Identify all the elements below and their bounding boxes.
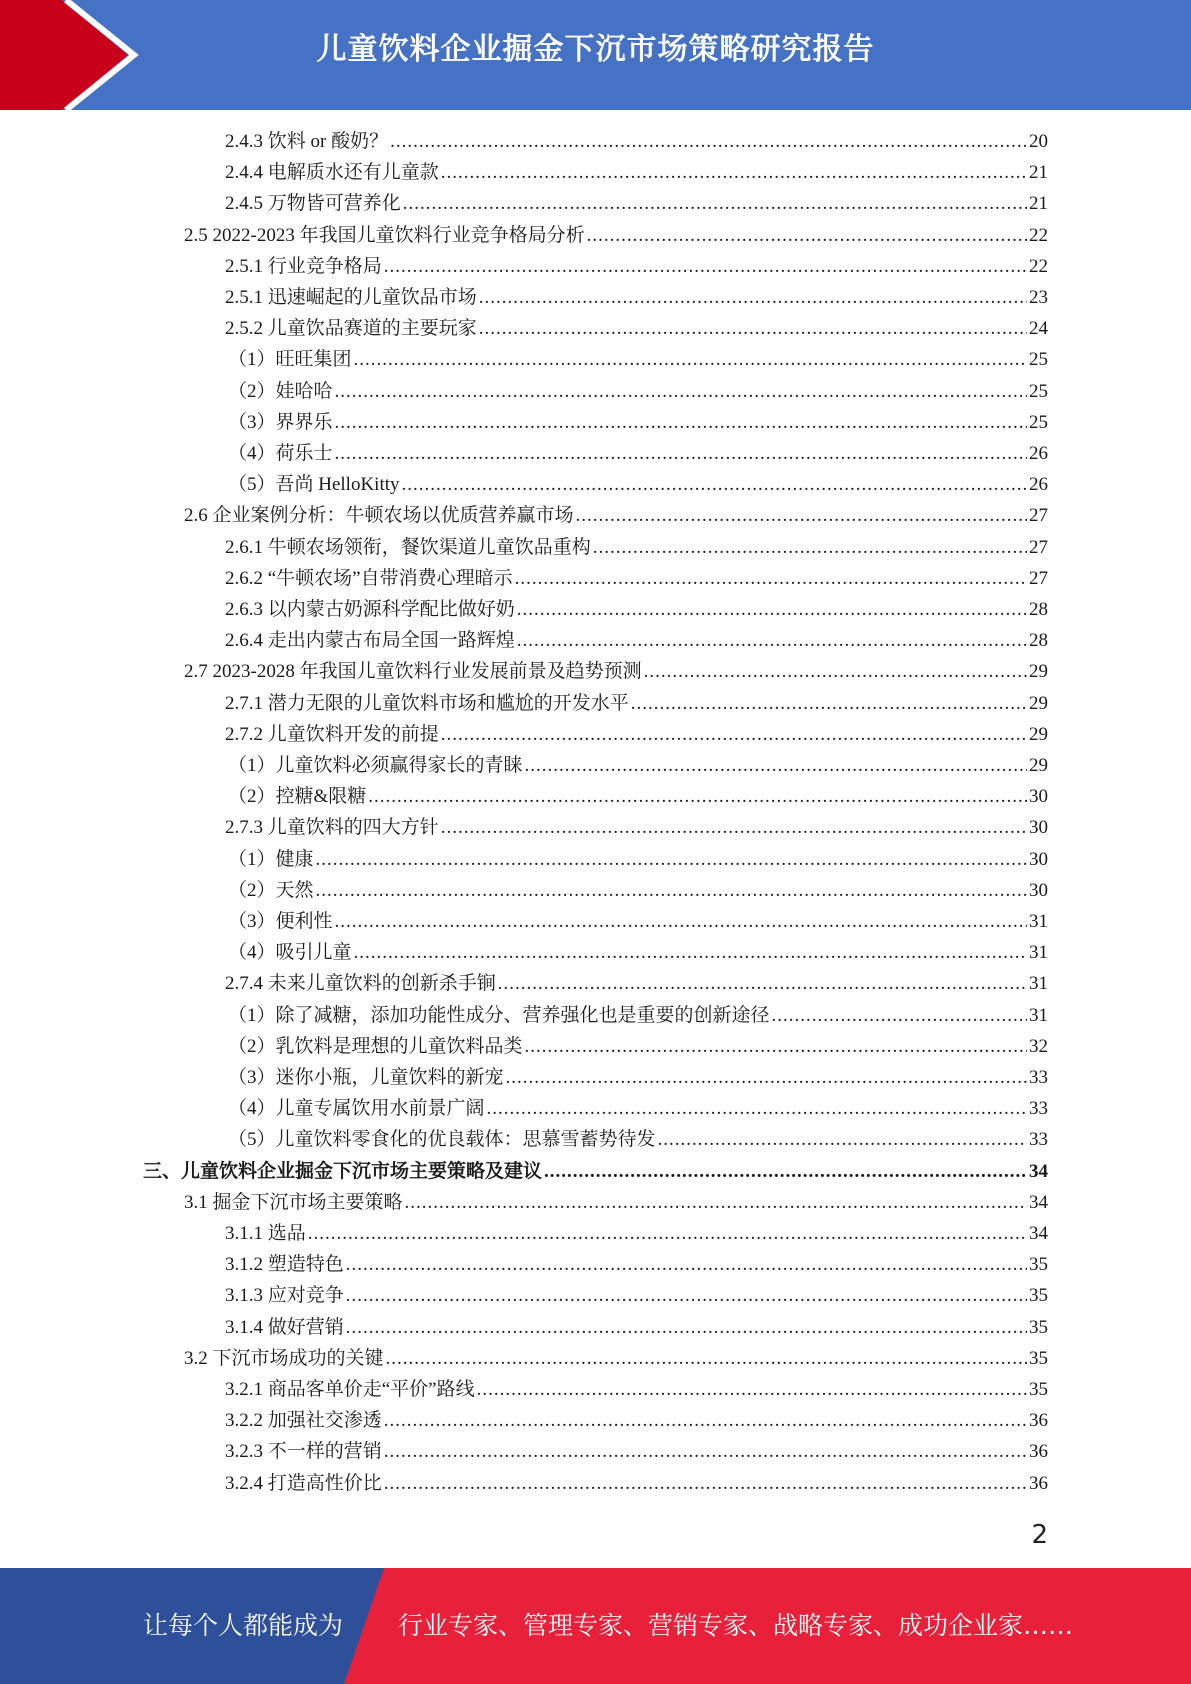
toc-entry-page: 33 [1029, 1098, 1048, 1120]
toc-entry[interactable] [225, 282, 1048, 313]
toc-dot-leader [544, 1156, 1027, 1187]
toc-dot-leader [335, 407, 1027, 438]
toc-entry-page: 25 [1029, 380, 1048, 402]
toc-dot-leader [593, 532, 1027, 563]
toc-entry-page: 30 [1029, 817, 1048, 839]
toc-entry-page: 34 [1029, 1160, 1048, 1182]
toc-entry-page: 34 [1029, 1191, 1048, 1213]
toc-entry[interactable] [225, 625, 1048, 656]
toc-dot-leader [386, 1343, 1027, 1374]
toc-entry[interactable] [225, 532, 1048, 563]
toc-entry[interactable] [225, 157, 1048, 188]
toc-entry-page: 26 [1029, 443, 1048, 464]
toc-dot-leader [772, 1000, 1027, 1031]
toc-entry-title: 3.2.3 不一样的营销 [225, 1441, 382, 1463]
toc-entry[interactable] [228, 844, 1048, 875]
toc-entry[interactable] [225, 251, 1048, 282]
toc-entry[interactable] [225, 594, 1048, 625]
toc-entry-title: 3.1.2 塑造特色 [225, 1254, 344, 1276]
toc-entry-title: 2.7.2 儿童饮料开发的前提 [225, 723, 439, 745]
toc-entry-page: 29 [1029, 692, 1048, 714]
toc-entry[interactable] [225, 563, 1048, 594]
toc-entry-title: 3.1 掘金下沉市场主要策略 [184, 1191, 403, 1213]
toc-entry-title: 2.4.4 电解质水还有儿童款 [225, 162, 439, 184]
toc-dot-leader [441, 812, 1027, 843]
page-number: 2 [1031, 1520, 1048, 1550]
toc-entry-title: 2.7.4 未来儿童饮料的创新杀手锏 [225, 973, 496, 995]
toc-entry[interactable] [184, 1187, 1048, 1218]
toc-entry[interactable] [228, 1031, 1048, 1062]
toc-entry-title: （1）健康 [228, 848, 314, 870]
toc-entry[interactable] [228, 1062, 1048, 1093]
toc-entry-page: 35 [1029, 1379, 1048, 1400]
report-title: 儿童饮料企业掘金下沉市场策略研究报告 [316, 32, 875, 67]
toc-entry[interactable] [228, 1000, 1048, 1031]
toc-entry[interactable] [228, 1124, 1048, 1155]
toc-entry[interactable] [225, 688, 1048, 719]
toc-entry-title: （3）便利性 [228, 911, 333, 932]
toc-entry-title: 3.2.1 商品客单价走“平价”路线 [225, 1379, 475, 1400]
toc-entry-title: 2.5.2 儿童饮品赛道的主要玩家 [225, 318, 477, 340]
toc-entry[interactable] [225, 1218, 1048, 1249]
toc-entry[interactable] [228, 344, 1048, 375]
toc-entry-title: （4）儿童专属饮用水前景广阔 [228, 1098, 485, 1120]
toc-entry-title: （2）天然 [228, 879, 314, 901]
toc-entry-title: （5）儿童饮料零食化的优良载体：思慕雪蓄势待发 [228, 1129, 656, 1151]
toc-entry-page: 33 [1029, 1129, 1048, 1151]
toc-dot-leader [384, 251, 1027, 282]
toc-entry[interactable] [225, 1436, 1048, 1467]
toc-entry-title: 三、儿童饮料企业掘金下沉市场主要策略及建议 [143, 1160, 543, 1182]
toc-entry-page: 31 [1029, 942, 1048, 964]
toc-dot-leader [354, 344, 1027, 375]
toc-entry-title: 2.5.1 行业竞争格局 [225, 255, 382, 277]
toc-entry-title: 2.5 2022-2023 年我国儿童饮料行业竞争格局分析 [184, 224, 585, 246]
page-header [0, 0, 1191, 110]
toc-entry-page: 21 [1029, 162, 1048, 184]
toc-entry-title: （4）吸引儿童 [228, 942, 352, 964]
toc-entry-title: 2.6 企业案例分析：牛顿农场以优质营养赢市场 [184, 505, 574, 527]
toc-entry-page: 35 [1029, 1285, 1048, 1307]
toc-entry-page: 35 [1029, 1254, 1048, 1276]
toc-dot-leader [316, 844, 1027, 875]
toc-entry-page: 31 [1029, 1004, 1048, 1026]
page-footer [0, 1568, 1191, 1684]
toc-entry-title: 2.7.1 潜力无限的儿童饮料市场和尴尬的开发水平 [225, 692, 629, 714]
toc-dot-leader [658, 1124, 1027, 1155]
toc-entry-title: （2）乳饮料是理想的儿童饮料品类 [228, 1035, 523, 1057]
toc-dot-leader [587, 220, 1027, 251]
toc-entry-title: 2.7.3 儿童饮料的四大方针 [225, 817, 439, 839]
toc-entry-page: 29 [1029, 723, 1048, 745]
toc-entry-page: 29 [1029, 755, 1048, 776]
toc-entry[interactable] [184, 500, 1048, 531]
toc-dot-leader [631, 688, 1027, 719]
toc-entry-page: 22 [1029, 224, 1048, 246]
toc-entry-page: 28 [1029, 599, 1048, 620]
toc-entry[interactable] [225, 812, 1048, 843]
toc-entry-page: 22 [1029, 255, 1048, 277]
toc-dot-leader [441, 719, 1027, 750]
toc-entry-title: （5）吾尚 HelloKitty [228, 474, 400, 496]
toc-entry[interactable] [228, 906, 1048, 937]
toc-dot-leader [515, 563, 1027, 594]
toc-entry-page: 23 [1029, 287, 1048, 308]
toc-entry-page: 21 [1029, 193, 1048, 215]
toc-dot-leader [346, 1312, 1027, 1343]
footer-slogan-right: 行业专家、管理专家、营销专家、战略专家、成功企业家…… [398, 1611, 1074, 1640]
toc-entry-page: 35 [1029, 1347, 1048, 1369]
toc-entry-page: 36 [1029, 1441, 1048, 1463]
toc-dot-leader [477, 1374, 1027, 1405]
toc-entry-title: （1）儿童饮料必须赢得家长的青睐 [228, 755, 523, 776]
toc-dot-leader [576, 500, 1027, 531]
toc-entry-page: 27 [1029, 505, 1048, 527]
toc-dot-leader [335, 376, 1027, 407]
toc-dot-leader [506, 1062, 1027, 1093]
toc-entry[interactable] [225, 1374, 1048, 1405]
toc-entry-title: 2.5.1 迅速崛起的儿童饮品市场 [225, 287, 477, 308]
toc-dot-leader [517, 594, 1027, 625]
toc-entry[interactable] [225, 313, 1048, 344]
toc-entry[interactable] [228, 937, 1048, 968]
toc-entry-title: 2.4.3 饮料 or 酸奶？ [225, 131, 389, 152]
toc-entry-page: 31 [1029, 911, 1048, 932]
toc-entry-page: 29 [1029, 661, 1048, 683]
toc-entry-title: （1）除了减糖，添加功能性成分、营养强化也是重要的创新途径 [228, 1004, 770, 1026]
toc-dot-leader [487, 1093, 1027, 1124]
footer-slogan-left: 让每个人都能成为 [143, 1611, 344, 1640]
toc-entry-title: （1）旺旺集团 [228, 349, 352, 371]
toc-entry-page: 24 [1029, 318, 1048, 340]
toc-dot-leader [354, 937, 1027, 968]
toc-entry[interactable] [225, 1312, 1048, 1343]
toc-entry-page: 26 [1029, 474, 1048, 496]
toc-entry[interactable] [228, 875, 1048, 906]
toc-entry-title: （4）荷乐士 [228, 443, 333, 464]
toc-entry-page: 30 [1029, 786, 1048, 808]
toc-entry-page: 20 [1029, 131, 1048, 152]
toc-entry-page: 35 [1029, 1316, 1048, 1338]
toc-dot-leader [308, 1218, 1027, 1249]
toc-entry-page: 31 [1029, 973, 1048, 995]
toc-entry[interactable] [228, 407, 1048, 438]
toc-entry-page: 25 [1029, 349, 1048, 371]
toc-entry[interactable] [225, 1468, 1048, 1499]
toc-entry[interactable] [184, 1343, 1048, 1374]
toc-entry-page: 30 [1029, 879, 1048, 901]
toc-entry-title: 2.4.5 万物皆可营养化 [225, 193, 401, 215]
toc-entry-title: 2.7 2023-2028 年我国儿童饮料行业发展前景及趋势预测 [184, 661, 642, 683]
toc-dot-leader [525, 750, 1027, 781]
toc-entry[interactable] [228, 750, 1048, 781]
toc-entry-page: 27 [1029, 536, 1048, 558]
toc-entry-title: 2.6.2 “牛顿农场”自带消费心理暗示 [225, 567, 513, 589]
toc-dot-leader [525, 1031, 1027, 1062]
toc-entry[interactable] [225, 1280, 1048, 1311]
toc-entry[interactable] [184, 220, 1048, 251]
toc-entry-page: 36 [1029, 1472, 1048, 1494]
toc-entry[interactable] [225, 1249, 1048, 1280]
toc-entry[interactable] [225, 188, 1048, 219]
toc-entry-page: 33 [1029, 1067, 1048, 1088]
toc-dot-leader [384, 1405, 1027, 1436]
toc-entry[interactable] [228, 469, 1048, 500]
toc-entry-title: 3.2 下沉市场成功的关键 [184, 1347, 384, 1369]
toc-dot-leader [402, 469, 1027, 500]
toc-entry-title: 3.1.3 应对竞争 [225, 1285, 344, 1307]
toc-entry-title: （3）迷你小瓶，儿童饮料的新宠 [228, 1067, 504, 1088]
toc-dot-leader [335, 906, 1027, 937]
toc-entry-page: 34 [1029, 1223, 1048, 1244]
toc-entry-page: 25 [1029, 411, 1048, 433]
toc-entry[interactable] [184, 656, 1048, 687]
toc-entry-title: 2.6.1 牛顿农场领衔，餐饮渠道儿童饮品重构 [225, 536, 591, 558]
toc-dot-leader [405, 1187, 1027, 1218]
toc-entry[interactable] [225, 968, 1048, 999]
toc-entry-title: （3）界界乐 [228, 411, 333, 433]
toc-dot-leader [644, 656, 1027, 687]
toc-entry[interactable] [228, 438, 1048, 469]
toc-entry[interactable] [225, 1405, 1048, 1436]
toc-entry-title: 3.2.2 加强社交渗透 [225, 1410, 382, 1432]
toc-entry-page: 32 [1029, 1035, 1048, 1057]
toc-dot-leader [441, 157, 1027, 188]
toc-dot-leader [316, 875, 1027, 906]
toc-dot-leader [368, 781, 1027, 812]
toc-entry-title: 2.6.4 走出内蒙古布局全国一路辉煌 [225, 630, 515, 652]
toc-entry-title: （2）娃哈哈 [228, 380, 333, 402]
toc-dot-leader [346, 1249, 1027, 1280]
toc-entry[interactable] [143, 1156, 1048, 1187]
toc-entry[interactable] [228, 1093, 1048, 1124]
toc-entry[interactable] [225, 126, 1048, 157]
toc-entry-page: 28 [1029, 630, 1048, 652]
toc-dot-leader [479, 313, 1027, 344]
toc-entry-title: 3.2.4 打造高性价比 [225, 1472, 382, 1494]
toc-dot-leader [335, 438, 1027, 469]
toc-entry-title: 3.1.4 做好营销 [225, 1316, 344, 1338]
toc-entry[interactable] [225, 719, 1048, 750]
toc-entry-page: 36 [1029, 1410, 1048, 1432]
toc-entry-title: 2.6.3 以内蒙古奶源科学配比做好奶 [225, 599, 515, 620]
toc-dot-leader [498, 968, 1027, 999]
toc-dot-leader [346, 1280, 1027, 1311]
toc-dot-leader [390, 126, 1027, 157]
toc-entry-page: 27 [1029, 567, 1048, 589]
toc-entry-page: 30 [1029, 848, 1048, 870]
toc-entry-title: （2）控糖&限糖 [228, 786, 367, 808]
toc-dot-leader [517, 625, 1027, 656]
toc-dot-leader [384, 1436, 1027, 1467]
toc-dot-leader [479, 282, 1027, 313]
toc-dot-leader [403, 188, 1027, 219]
toc-entry[interactable] [228, 376, 1048, 407]
toc-entry-title: 3.1.1 选品 [225, 1223, 306, 1244]
toc-dot-leader [384, 1468, 1027, 1499]
toc-entry[interactable] [228, 781, 1048, 812]
